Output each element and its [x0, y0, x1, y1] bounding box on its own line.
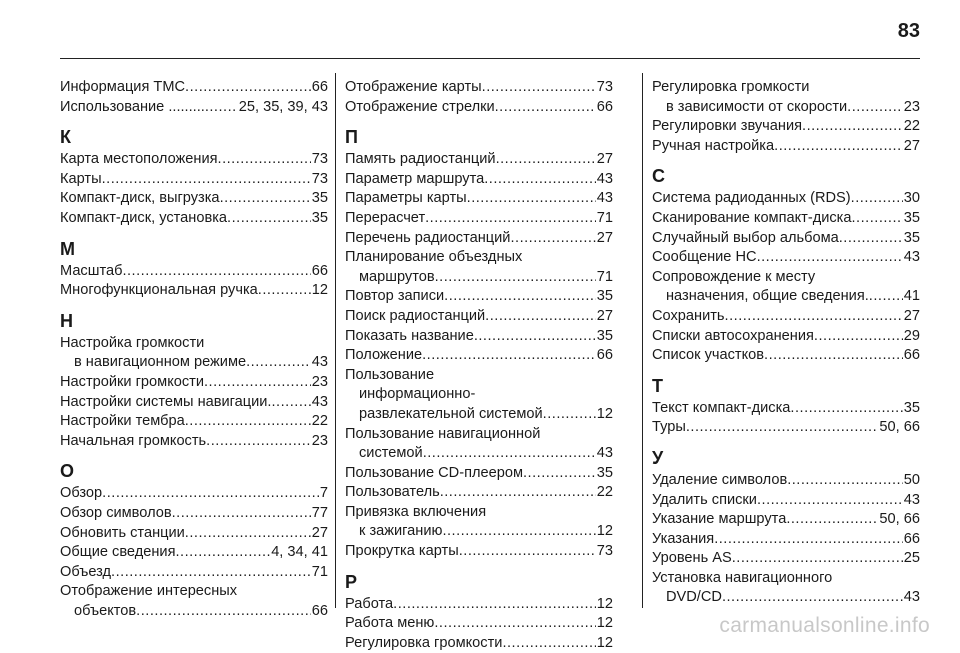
index-entry: [345, 307, 613, 327]
index-entry-pages: 12: [596, 595, 613, 612]
dot-leader: [175, 543, 270, 563]
index-entry-text: Настройки громкости: [60, 373, 204, 390]
dot-leader: [220, 189, 311, 209]
index-entry: [60, 393, 328, 413]
index-letter-heading: П: [345, 127, 358, 148]
index-entry-pages: 35: [311, 190, 328, 207]
index-entry-pages: 27: [311, 524, 328, 541]
dot-leader: [185, 524, 311, 544]
index-entry-text: Прокрутка карты: [345, 543, 459, 560]
index-entry: [60, 484, 328, 504]
index-entry-text: Привязка включения: [345, 503, 487, 520]
index-entry-text: Регулировки звучания: [652, 118, 803, 135]
index-entry-text: к зажиганию: [359, 523, 443, 540]
dot-leader: [839, 229, 903, 249]
index-entry-text: Пользование навигационной: [345, 425, 541, 442]
index-entry-pages: 35: [903, 229, 920, 246]
index-column-3: [652, 78, 920, 608]
index-entry-pages: 27: [596, 151, 613, 168]
dot-leader: [423, 444, 596, 464]
index-entry-text: DVD/CD: [666, 589, 722, 606]
dot-leader: [227, 209, 311, 229]
index-entry-text: маршрутов: [359, 268, 435, 285]
dot-leader: [185, 412, 311, 432]
index-entry: [60, 334, 328, 373]
dot-leader: [714, 530, 903, 550]
index-letter-heading: У: [652, 447, 664, 468]
dot-leader: [485, 307, 596, 327]
index-entry-pages: 71: [596, 209, 613, 226]
index-entry: [345, 595, 613, 615]
dot-leader: [205, 98, 238, 118]
index-entry: [652, 189, 920, 209]
dot-leader: [218, 150, 311, 170]
index-entry: [652, 418, 920, 438]
index-entry: [652, 471, 920, 491]
index-entry-pages: 12: [311, 282, 328, 299]
index-entry-text: Информация TMC: [60, 79, 186, 95]
dot-leader: [496, 150, 596, 170]
dot-leader: [814, 327, 903, 347]
index-entry: [345, 229, 613, 249]
index-entry: [60, 209, 328, 229]
dot-leader: [111, 563, 311, 583]
index-entry: [60, 373, 328, 393]
index-entry-text: Уровень AS: [652, 550, 732, 567]
index-entry-text: Указания: [652, 530, 715, 547]
index-entry: [345, 614, 613, 634]
dot-leader: [272, 393, 311, 413]
index-entry-text: системой: [359, 445, 423, 462]
index-entry: [60, 543, 328, 563]
index-entry-pages: 66: [311, 602, 328, 619]
index-entry: [60, 412, 328, 432]
index-entry-text: Отображение интересных: [60, 583, 238, 600]
index-entry: [652, 117, 920, 137]
index-entry-text: в зависимости от скорости: [666, 98, 848, 115]
index-entry-text: Начальная громкость: [60, 432, 207, 449]
index-letter-heading: С: [652, 166, 665, 187]
index-entry-text: Карты: [60, 170, 102, 187]
index-entry-text: Сопровождение к месту: [652, 268, 816, 285]
dot-leader: [725, 307, 903, 327]
index-column-2: [345, 78, 613, 653]
index-entry-pages: 4, 34, 41: [271, 544, 328, 561]
index-entry: [652, 248, 920, 268]
index-entry: [345, 189, 613, 209]
index-entry-pages: 27: [903, 307, 920, 324]
index-entry: [652, 307, 920, 327]
index-entry-pages: 43: [903, 491, 920, 508]
index-entry: [345, 425, 613, 464]
index-entry: [652, 530, 920, 550]
index-entry-text: Настройка громкости: [60, 334, 205, 351]
dot-leader: [732, 549, 903, 569]
index-entry-pages: 41: [903, 288, 920, 305]
index-entry: [652, 137, 920, 157]
index-entry: [345, 170, 613, 190]
index-entry-pages: 7: [319, 485, 328, 502]
index-entry-text: Повтор записи: [345, 288, 445, 305]
index-entry-pages: 66: [903, 347, 920, 364]
index-entry: [345, 98, 613, 118]
index-entry-text: Использование .........: [60, 98, 205, 115]
index-entry: [652, 399, 920, 419]
dot-leader: [502, 634, 595, 653]
index-entry-text: Обновить станции: [60, 524, 185, 541]
index-entry: [345, 287, 613, 307]
index-entry-pages: 50: [903, 471, 920, 488]
index-entry-pages: 23: [311, 373, 328, 390]
dot-leader: [757, 248, 903, 268]
index-entry: [345, 150, 613, 170]
index-entry-text: Ручная настройка: [652, 137, 775, 154]
dot-leader: [495, 98, 596, 118]
index-entry-text: Карта местоположения: [60, 151, 218, 168]
index-entry-pages: 27: [596, 229, 613, 246]
dot-leader: [847, 98, 903, 118]
index-entry-pages: 25, 35, 39, 43: [238, 98, 328, 115]
index-entry-text: Сохранить: [652, 307, 725, 324]
index-entry-pages: 77: [311, 504, 328, 521]
index-entry-pages: 22: [311, 413, 328, 430]
index-entry: [652, 510, 920, 530]
index-entry: [345, 483, 613, 503]
index-entry-text: информационно-: [359, 386, 476, 403]
page-number: 83: [897, 20, 920, 42]
index-entry-text: Компакт-диск, установка: [60, 209, 228, 226]
dot-leader: [523, 464, 596, 484]
index-entry: [345, 366, 613, 425]
dot-leader: [422, 346, 596, 366]
index-entry: [345, 542, 613, 562]
index-entry-pages: 35: [903, 399, 920, 416]
index-entry-pages: 66: [311, 262, 328, 279]
index-entry-text: Удалить списки: [652, 491, 757, 508]
dot-leader: [869, 287, 903, 307]
dot-leader: [206, 432, 311, 452]
index-entry-text: Пользование: [345, 366, 435, 383]
index-entry-pages: 50, 66: [879, 419, 920, 436]
index-entry-pages: 23: [903, 98, 920, 115]
index-entry-text: Обзор символов: [60, 504, 172, 521]
index-entry-pages: 30: [903, 190, 920, 207]
index-letter-heading: О: [60, 461, 75, 482]
dot-leader: [122, 262, 310, 282]
index-entry-pages: 66: [311, 79, 328, 95]
dot-leader: [802, 117, 903, 137]
column-divider: [335, 73, 336, 608]
index-entry: [652, 209, 920, 229]
dot-leader: [474, 327, 596, 347]
dot-leader: [102, 484, 319, 504]
index-entry: [652, 327, 920, 347]
index-entry-text: Система радиоданных (RDS): [652, 190, 851, 207]
index-letter-heading: К: [60, 127, 71, 148]
index-entry-text: Пользование CD-плеером: [345, 464, 523, 481]
dot-leader: [852, 209, 903, 229]
dot-leader: [787, 471, 903, 491]
index-entry-pages: 71: [596, 268, 613, 285]
index-entry: [345, 327, 613, 347]
index-entry-text: Объезд: [60, 563, 112, 580]
index-entry-text: в навигационном режиме: [74, 354, 247, 371]
index-entry-text: Положение: [345, 347, 423, 364]
index-entry-pages: 35: [311, 209, 328, 226]
index-entry: [345, 634, 613, 653]
index-entry-text: Туры: [652, 419, 686, 436]
index-entry-text: объектов: [74, 602, 137, 619]
index-entry-text: Планирование объездных: [345, 249, 523, 266]
index-entry-text: Многофункциональная ручка: [60, 282, 258, 299]
index-entry-text: развлекательной системой: [359, 405, 543, 422]
index-entry-pages: 43: [903, 249, 920, 266]
dot-leader: [442, 522, 595, 542]
index-entry-pages: 35: [903, 209, 920, 226]
index-entry: [60, 524, 328, 544]
index-entry: [60, 563, 328, 583]
index-entry-pages: 43: [596, 190, 613, 207]
index-entry: [60, 170, 328, 190]
index-letter-heading: М: [60, 238, 75, 259]
index-entry: [60, 281, 328, 301]
dot-leader: [434, 614, 595, 634]
index-entry-text: Показать название: [345, 327, 474, 344]
index-entry-text: Работа: [345, 595, 394, 612]
index-entry-text: Работа меню: [345, 615, 435, 632]
dot-leader: [786, 510, 878, 530]
dot-leader: [102, 170, 311, 190]
index-entry-pages: 12: [596, 634, 613, 651]
dot-leader: [757, 491, 903, 511]
dot-leader: [543, 405, 596, 425]
index-entry: [60, 582, 328, 621]
index-entry-text: Случайный выбор альбома: [652, 229, 839, 246]
index-entry-text: Указание маршрута: [652, 511, 787, 528]
index-entry-text: назначения, общие сведения.: [666, 288, 869, 305]
dot-leader: [172, 504, 311, 524]
watermark: carmanualsonline.info: [719, 614, 930, 637]
dot-leader: [136, 602, 311, 622]
index-entry: [652, 78, 920, 117]
index-entry-text: Регулировка громкости: [345, 634, 503, 651]
index-entry: [60, 262, 328, 282]
index-entry-text: Список участков: [652, 347, 765, 364]
index-entry: [345, 464, 613, 484]
dot-leader: [459, 542, 596, 562]
dot-leader: [851, 189, 903, 209]
index-entry: [652, 346, 920, 366]
index-entry-text: Настройки тембра: [60, 413, 185, 430]
index-entry-pages: 22: [596, 484, 613, 501]
dot-leader: [435, 268, 596, 288]
index-entry-pages: 43: [903, 589, 920, 606]
index-entry-pages: 43: [596, 445, 613, 462]
dot-leader: [467, 189, 596, 209]
index-entry: [345, 503, 613, 542]
index-entry-pages: 23: [311, 432, 328, 449]
index-entry-text: Компакт-диск, выгрузка: [60, 190, 220, 207]
dot-leader: [686, 418, 879, 438]
index-entry: [60, 504, 328, 524]
index-entry-text: Текст компакт-диска: [652, 399, 791, 416]
index-entry-text: Параметр маршрута: [345, 170, 485, 187]
index-entry-pages: 73: [311, 170, 328, 187]
column-divider: [642, 73, 643, 608]
index-entry-text: Установка навигационного: [652, 569, 833, 586]
index-entry-pages: 27: [903, 137, 920, 154]
index-entry-text: Удаление символов: [652, 471, 788, 488]
index-entry: [652, 229, 920, 249]
index-entry-pages: 66: [903, 530, 920, 547]
index-entry: [652, 491, 920, 511]
index-entry-text: Сканирование компакт-диска: [652, 209, 852, 226]
index-entry-pages: 43: [311, 354, 328, 371]
index-entry-pages: 35: [596, 327, 613, 344]
dot-leader: [790, 399, 902, 419]
index-entry-pages: 22: [903, 118, 920, 135]
index-entry-pages: 43: [311, 393, 328, 410]
index-entry-pages: 25: [903, 550, 920, 567]
index-entry-pages: 35: [596, 288, 613, 305]
index-entry-text: Сообщение HC: [652, 249, 757, 266]
dot-leader: [722, 588, 903, 608]
index-entry-text: Регулировка громкости: [652, 79, 810, 95]
index-entry-pages: 50, 66: [879, 511, 920, 528]
index-entry: [652, 549, 920, 569]
index-entry: [345, 248, 613, 287]
index-entry-pages: 73: [596, 543, 613, 560]
dot-leader: [393, 595, 596, 615]
index-letter-heading: Н: [60, 310, 73, 331]
index-entry-text: Обзор: [60, 485, 103, 502]
index-entry-pages: 43: [596, 170, 613, 187]
index-letter-heading: Р: [345, 571, 358, 592]
dot-leader: [510, 229, 595, 249]
dot-leader: [440, 483, 596, 503]
index-entry-pages: 29: [903, 327, 920, 344]
index-entry: [60, 150, 328, 170]
index-entry-text: Списки автосохранения: [652, 327, 814, 344]
dot-leader: [774, 137, 903, 157]
index-entry-text: Перечень радиостанций: [345, 229, 511, 246]
index-entry: [60, 189, 328, 209]
index-entry: [60, 78, 328, 98]
index-entry-pages: 73: [596, 79, 613, 95]
index-entry-pages: 27: [596, 307, 613, 324]
index-entry-pages: 73: [311, 151, 328, 168]
index-entry-text: Общие сведения: [60, 544, 176, 561]
index-entry-pages: 12: [596, 405, 613, 422]
index-entry-text: Отображение стрелки: [345, 98, 495, 115]
index-entry-pages: 12: [596, 523, 613, 540]
dot-leader: [246, 353, 311, 373]
index-entry-pages: 12: [596, 615, 613, 632]
index-entry: [652, 569, 920, 608]
index-entry-pages: 66: [596, 347, 613, 364]
dot-leader: [185, 78, 311, 98]
dot-leader: [764, 346, 903, 366]
index-entry-text: Память радиостанций: [345, 151, 496, 168]
index-entry-text: Настройки системы навигации.: [60, 393, 272, 410]
index-entry-pages: 35: [596, 464, 613, 481]
index-entry: [60, 432, 328, 452]
index-entry-text: Перерасчет: [345, 209, 426, 226]
index-entry: [345, 78, 613, 98]
index-letter-heading: Т: [652, 375, 663, 396]
dot-leader: [258, 281, 311, 301]
index-entry: [345, 209, 613, 229]
index-entry-text: Параметры карты: [345, 190, 467, 207]
dot-leader: [444, 287, 596, 307]
index-column-1: [60, 78, 328, 621]
index-entry-text: Масштаб: [60, 262, 123, 279]
index-entry-text: Отображение карты: [345, 79, 482, 95]
index-entry-pages: 66: [596, 98, 613, 115]
dot-leader: [482, 78, 596, 98]
index-entry-text: Пользователь: [345, 484, 440, 501]
dot-leader: [484, 170, 596, 190]
dot-leader: [425, 209, 596, 229]
index-entry-text: Поиск радиостанций: [345, 307, 486, 324]
header-rule: [60, 58, 920, 59]
dot-leader: [204, 373, 311, 393]
index-entry: [345, 346, 613, 366]
index-entry: [60, 98, 328, 118]
index-entry: [652, 268, 920, 307]
index-entry-pages: 71: [311, 563, 328, 580]
